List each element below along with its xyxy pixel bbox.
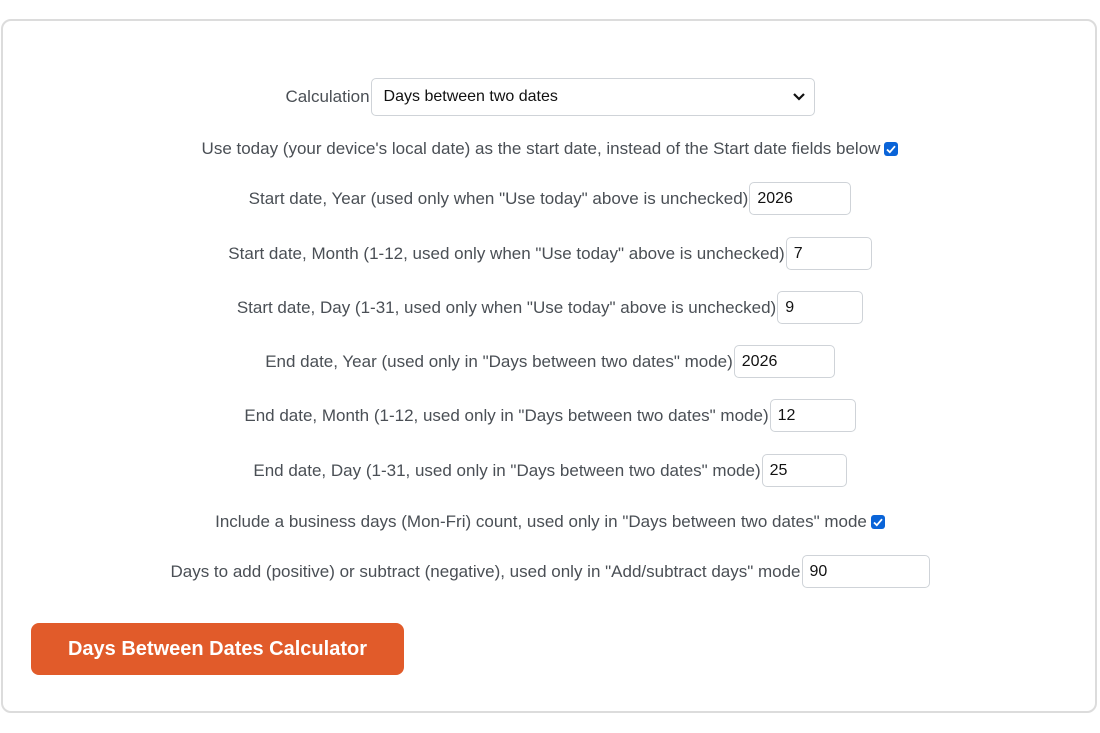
start-year-input[interactable]: [749, 182, 851, 215]
use-today-label: Use today (your device's local date) as the start date, instead of the Start date fields below: [201, 139, 881, 158]
chevron-down-icon: [792, 90, 806, 104]
start-month-row: [0, 236, 1100, 271]
end-year-row: [0, 344, 1100, 379]
end-day-input[interactable]: [762, 454, 847, 487]
calculation-label: Calculation: [285, 87, 370, 106]
end-month-input[interactable]: [770, 399, 856, 432]
end-month-label: End date, Month (1-12, used only in "Days between two dates" mode): [244, 405, 769, 425]
end-day-row: [0, 453, 1100, 488]
use-today-row: [0, 137, 1100, 161]
business-days-label: Include a business days (Mon-Fri) count, used only in "Days between two dates" mode: [215, 512, 867, 531]
end-year-label: End date, Year (used only in "Days between two dates" mode): [265, 351, 733, 371]
start-day-row: [0, 290, 1100, 325]
checkmark-icon: [886, 145, 896, 154]
start-year-row: [0, 181, 1100, 216]
business-days-checkbox[interactable]: [871, 515, 885, 529]
use-today-checkbox[interactable]: [884, 142, 898, 156]
start-day-input[interactable]: [777, 291, 863, 324]
calculation-select[interactable]: [371, 78, 815, 116]
start-day-label: Start date, Day (1-31, used only when "Use today" above is unchecked): [236, 297, 777, 317]
end-month-row: [0, 398, 1100, 433]
start-year-label: Start date, Year (used only when "Use today" above is unchecked): [248, 188, 749, 208]
calculate-button[interactable]: Days Between Dates Calculator: [31, 623, 404, 675]
days-to-add-label: Days to add (positive) or subtract (negative), used only in "Add/subtract days" mode: [170, 561, 801, 581]
days-to-add-row: [0, 554, 1100, 589]
end-day-label: End date, Day (1-31, used only in "Days between two dates" mode): [253, 460, 761, 480]
days-to-add-input[interactable]: [802, 555, 930, 588]
start-month-label: Start date, Month (1-12, used only when "Use today" above is unchecked): [228, 243, 785, 263]
calculation-selected-value: Days between two dates: [383, 88, 558, 105]
business-days-row: [0, 510, 1100, 534]
end-year-input[interactable]: [734, 345, 835, 378]
checkmark-icon: [873, 518, 883, 527]
calculation-row: [0, 78, 1100, 116]
start-month-input[interactable]: [786, 237, 872, 270]
